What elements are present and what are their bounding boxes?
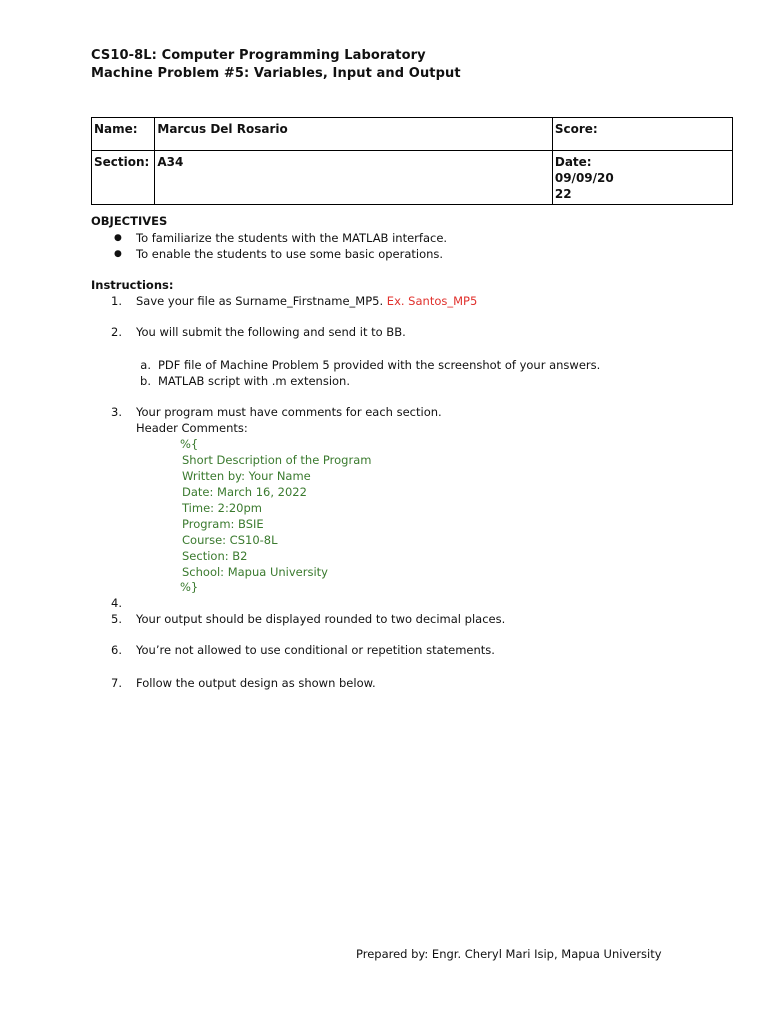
bullet-icon: ● (114, 249, 122, 259)
step-number: 7. (111, 676, 122, 690)
sub-step-letter: b. (140, 374, 151, 388)
footer-prepared-by: Prepared by: Engr. Cheryl Mari Isip, Mapua University (356, 947, 662, 961)
name-value: Marcus Del Rosario (155, 118, 552, 151)
table-row (92, 151, 733, 205)
step-number: 3. (111, 405, 122, 419)
step-number: 1. (111, 294, 122, 308)
name-label: Name: (92, 118, 155, 151)
header-comments-label: Header Comments: (136, 421, 248, 435)
step-1-example: Ex. Santos_MP5 (386, 294, 478, 308)
comment-line: Short Description of the Program (182, 453, 372, 467)
step-number: 4. (111, 596, 122, 610)
bullet-icon: ● (114, 233, 122, 243)
step-number: 5. (111, 612, 122, 626)
objectives-heading: OBJECTIVES (91, 214, 168, 228)
comment-line: Date: March 16, 2022 (182, 485, 307, 499)
instructions-heading: Instructions: (91, 278, 174, 292)
date-label: Date: (554, 155, 592, 169)
step-3-text: Your program must have comments for each section. (136, 405, 442, 419)
comment-line: Course: CS10-8L (182, 533, 278, 547)
score-label: Score: (554, 122, 598, 136)
comment-line: Time: 2:20pm (182, 501, 263, 515)
comment-line: %} (180, 580, 199, 594)
objective-item: To familiarize the students with the MATLAB interface. (136, 231, 448, 245)
step-6-text: You’re not allowed to use conditional or repetition statements. (136, 643, 495, 657)
comment-line: Written by: Your Name (182, 469, 311, 483)
step-number: 6. (111, 643, 122, 657)
sub-step-text: PDF file of Machine Problem 5 provided with the screenshot of your answers. (158, 358, 601, 372)
comment-line: %{ (180, 437, 199, 451)
step-number: 2. (111, 325, 122, 339)
step-1-main: Save your file as Surname_Firstname_MP5. (136, 294, 387, 308)
section-value: A34 (155, 151, 552, 205)
step-7-text: Follow the output design as shown below. (136, 676, 376, 690)
step-1-text (136, 293, 477, 309)
comment-line: Program: BSIE (182, 517, 264, 531)
problem-title: Machine Problem #5: Variables, Input and Output (91, 66, 461, 81)
student-info-table (91, 117, 733, 205)
course-title: CS10-8L: Computer Programming Laboratory (91, 48, 426, 63)
comment-line: School: Mapua University (182, 565, 328, 579)
step-2-text: You will submit the following and send it to BB. (136, 325, 406, 339)
step-5-text: Your output should be displayed rounded to two decimal places. (136, 612, 506, 626)
table-row (92, 118, 733, 151)
objective-item: To enable the students to use some basic operations. (136, 247, 444, 261)
score-cell (552, 118, 732, 151)
sub-step-text: MATLAB script with .m extension. (158, 374, 350, 388)
date-value: 09/09/2022 (554, 171, 614, 201)
date-cell (552, 151, 732, 205)
sub-step-letter: a. (140, 358, 151, 372)
section-label: Section: (92, 151, 155, 205)
comment-line: Section: B2 (182, 549, 248, 563)
